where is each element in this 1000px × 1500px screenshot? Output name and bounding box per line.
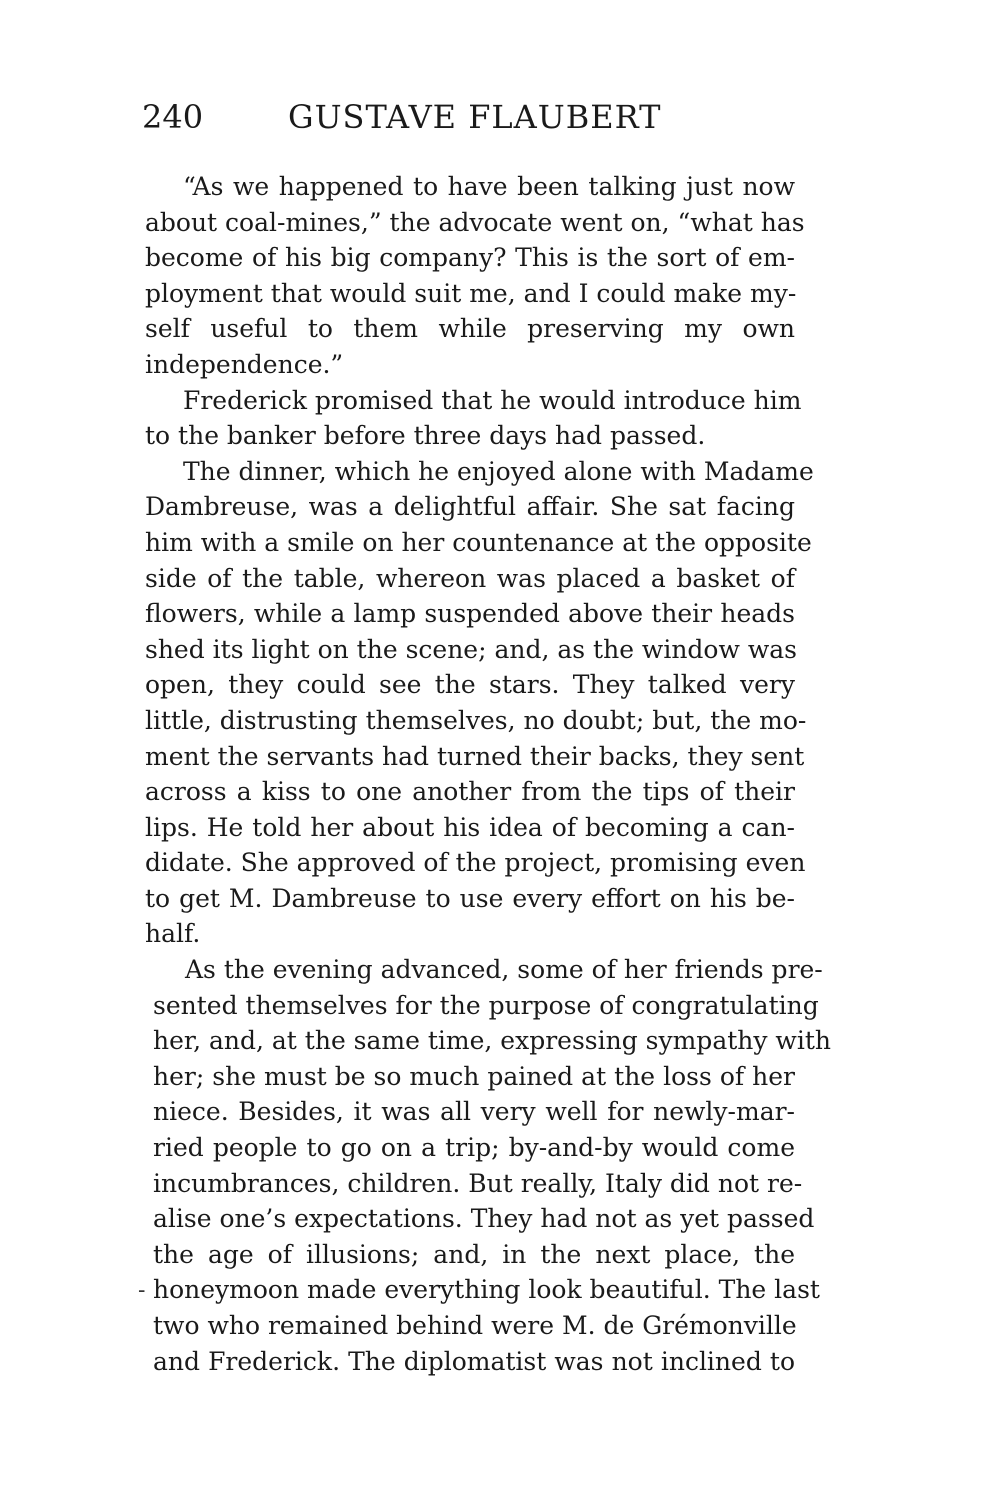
text-line: self useful to them while preserving my own — [145, 314, 795, 344]
text-line: open, they could see the stars. They talked very — [145, 670, 795, 700]
paragraph — [145, 454, 814, 952]
text-line: about coal-mines,” the advocate went on, “what has — [145, 207, 805, 237]
margin-mark: - — [138, 1278, 146, 1303]
text-line: “As we happened to have been talking just now — [183, 172, 795, 201]
text-line: honeymoon made everything look beautiful. The last — [153, 1275, 820, 1305]
text-line: two who remained behind were M. de Grémonville — [153, 1311, 797, 1340]
text-line: The dinner, which he enjoyed alone with Madame — [183, 456, 814, 486]
body-text — [145, 169, 831, 1379]
text-line: her, and, at the same time, expressing sympathy with — [153, 1026, 831, 1056]
paragraph — [145, 952, 831, 1379]
paragraph — [145, 169, 805, 383]
text-line: across a kiss to one another from the tips of their — [145, 777, 795, 807]
text-line: Frederick promised that he would introduce him — [183, 385, 802, 415]
text-line: to the banker before three days had passed. — [145, 421, 706, 451]
text-line: alise one’s expectations. They had not as yet passed — [153, 1204, 815, 1234]
text-line: flowers, while a lamp suspended above their heads — [145, 599, 795, 629]
paragraph — [145, 383, 802, 454]
text-line: shed its light on the scene; and, as the window was — [145, 634, 797, 664]
text-line: independence.” — [145, 349, 344, 379]
text-line: little, distrusting themselves, no doubt; but, the mo- — [145, 705, 807, 735]
text-line: and Frederick. The diplomatist was not inclined to — [153, 1346, 795, 1376]
text-line: side of the table, whereon was placed a basket of — [145, 563, 795, 593]
text-line: sented themselves for the purpose of congratulating — [153, 990, 819, 1020]
text-line: Dambreuse, was a delightful affair. She sat facing — [145, 492, 795, 522]
text-line: niece. Besides, it was all very well for newly-mar- — [153, 1097, 795, 1127]
text-line: As the evening advanced, some of her friends pre- — [185, 955, 823, 985]
page-number: 240 — [142, 98, 204, 136]
text-line: to get M. Dambreuse to use every effort on his be- — [145, 883, 795, 913]
text-line: ried people to go on a trip; by-and-by would come — [153, 1133, 795, 1163]
running-title: GUSTAVE FLAUBERT — [288, 98, 662, 136]
text-line: become of his big company? This is the sort of em- — [145, 243, 795, 273]
text-line: half. — [145, 919, 201, 949]
text-line: ployment that would suit me, and I could make my- — [145, 278, 797, 308]
text-line: incumbrances, children. But really, Italy did not re- — [153, 1168, 803, 1198]
text-line: didate. She approved of the project, promising even — [145, 848, 806, 878]
text-line: her; she must be so much pained at the loss of her — [153, 1061, 795, 1091]
running-head — [138, 95, 798, 145]
text-line: the age of illusions; and, in the next place, the — [153, 1239, 795, 1269]
text-line: ment the servants had turned their backs, they sent — [145, 741, 805, 771]
text-line: lips. He told her about his idea of becoming a can- — [145, 812, 795, 842]
text-line: him with a smile on her countenance at the opposite — [145, 527, 812, 557]
